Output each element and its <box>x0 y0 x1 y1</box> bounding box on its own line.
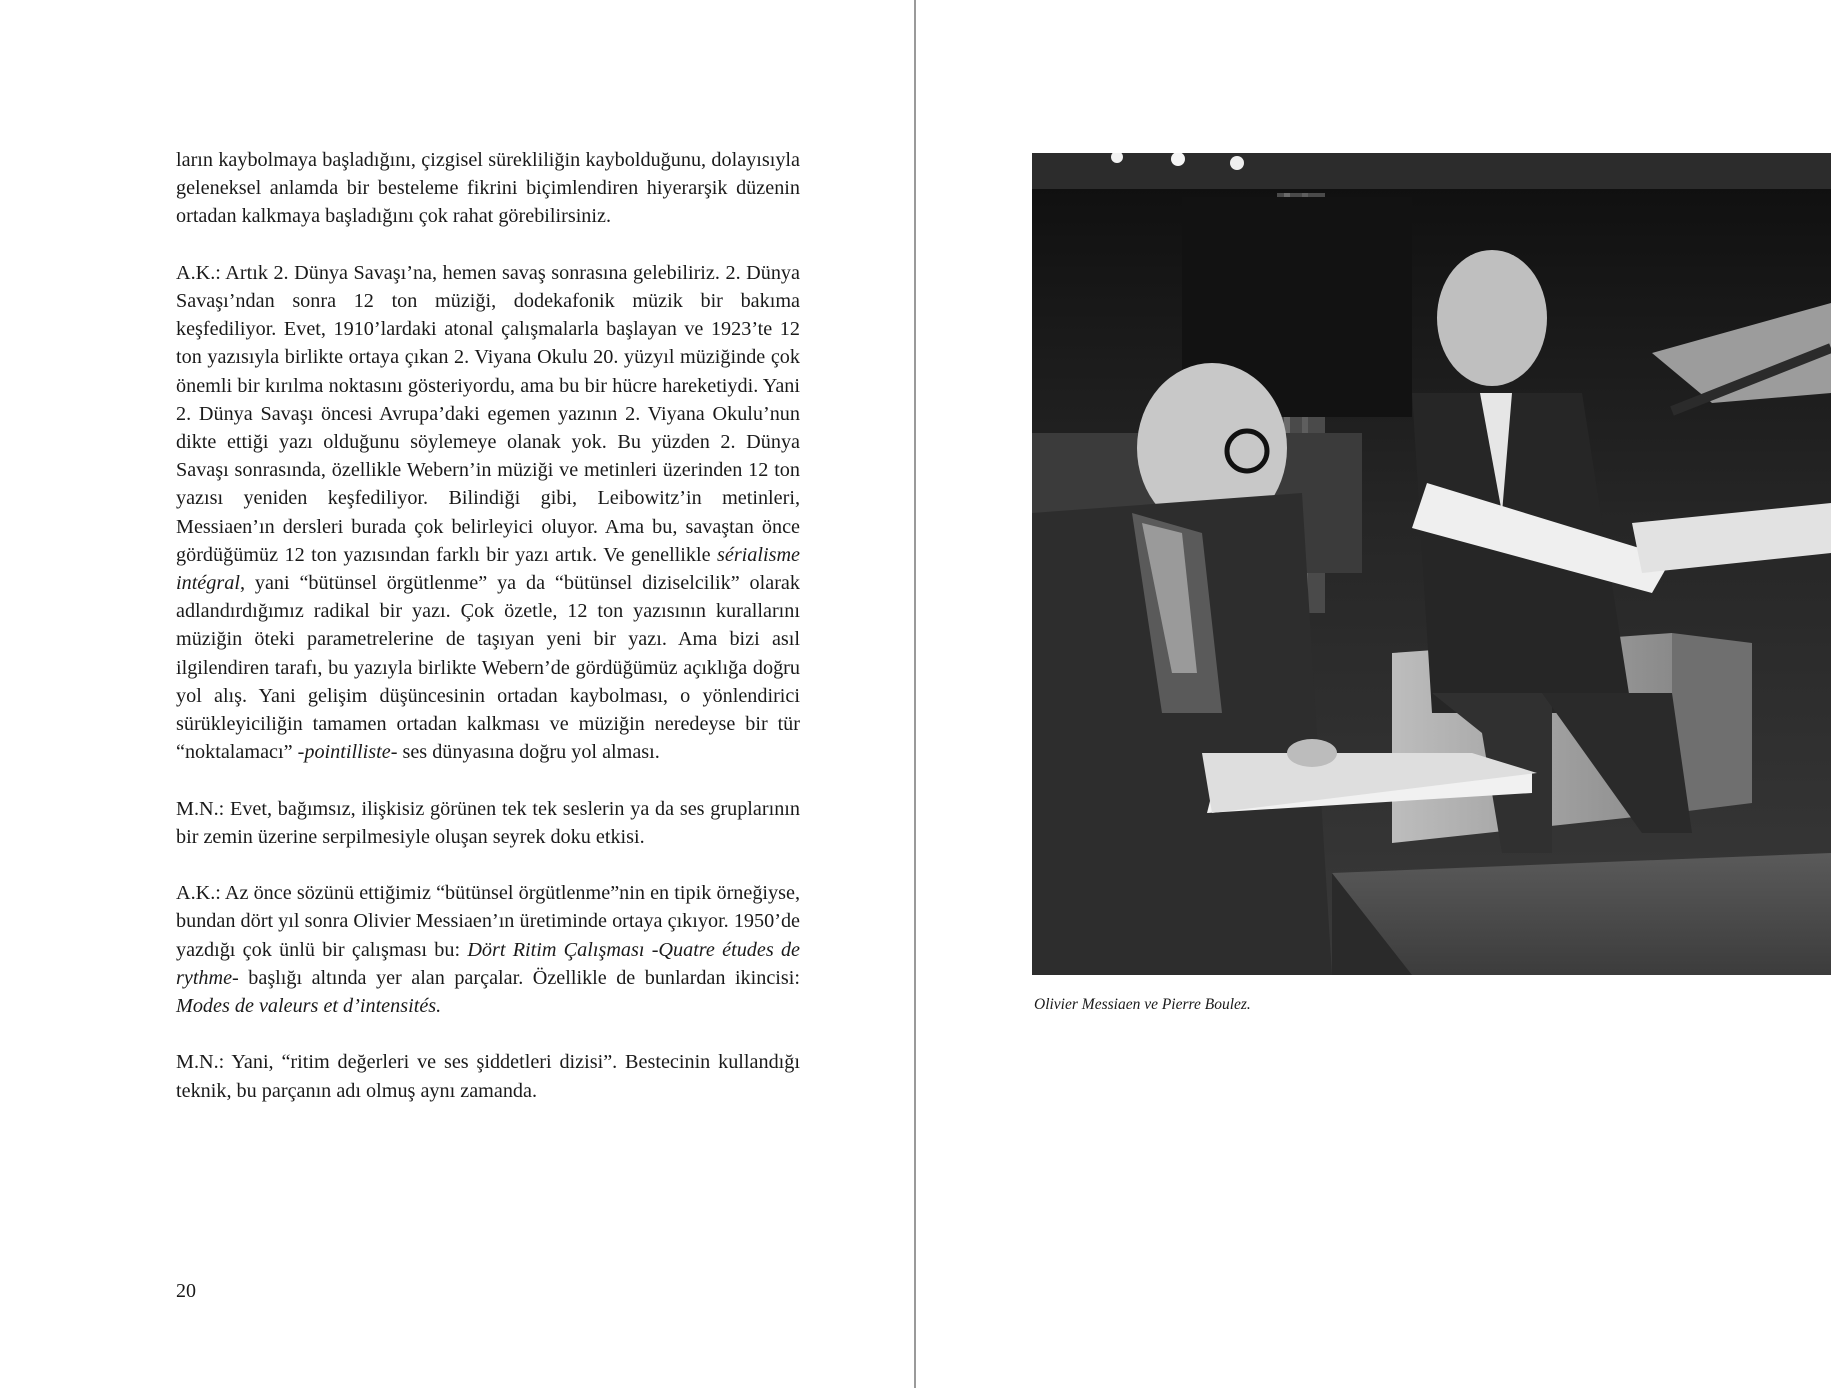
paragraph <box>176 795 800 851</box>
paragraph <box>176 1048 800 1104</box>
text-run: ların kaybolmaya başladığını, çizgisel sürekliliğin kaybolduğunu, dolayısıyla geleneksel anlamda bir besteleme fikrini biçimlendiren hiyerarşik düzenin ortadan kalkmaya başladığını çok rahat görebilirsiniz. <box>176 149 800 228</box>
italic-text-run: pointilliste <box>304 741 391 764</box>
text-run: - ses dünyasına doğru yol alması. <box>390 741 660 764</box>
paragraph <box>176 259 800 767</box>
photo-caption: Olivier Messiaen ve Pierre Boulez. <box>1034 996 1251 1013</box>
paragraph <box>176 879 800 1020</box>
photo-illustration <box>1032 153 1831 975</box>
italic-text-run: sérialisme intégral <box>176 543 800 595</box>
text-run: , yani “bütünsel örgütlenme” ya da “bütünsel diziselcilik” olarak adlandırdığımız radikal bir yazı. Çok özetle, 12 ton yazısının kurallarını müziğin öteki parametrelerine de taşıyan yeni bir yazı. Ama bizi asıl ilgilendiren tarafı, bu yazıyla birlikte Webern’de gördüğümüz açıklığa doğru yol alış. Yani gelişim düşüncesinin ortadan kaybolması, o yönlendirici sürükleyiciliğin tamamen ortadan kalkması ve müziğin neredeyse bir tür “noktalamacı” - <box>176 572 800 764</box>
photo-image <box>1032 153 1831 975</box>
body-text <box>176 146 800 1105</box>
left-page <box>0 0 914 1388</box>
italic-text-run: Modes de valeurs et d’intensités. <box>176 995 442 1018</box>
page-number: 20 <box>176 1280 196 1302</box>
text-run: M.N.: Evet, bağımsız, ilişkisiz görünen tek tek seslerin ya da ses gruplarının bir zemin üzerine serpilmesiyle oluşan seyrek doku etkisi. <box>176 797 800 848</box>
right-page <box>916 0 1831 1388</box>
paragraph <box>176 146 800 231</box>
text-run: M.N.: Yani, “ritim değerleri ve ses şiddetleri dizisi”. Bestecinin kullandığı teknik, bu parçanın adı olmuş aynı zamanda. <box>176 1051 800 1102</box>
text-run: A.K.: Artık 2. Dünya Savaşı’na, hemen savaş sonrasına gelebiliriz. 2. Dünya Savaşı’ndan sonra 12 ton müziği, dodekafonik müzik bir bakıma keşfediliyor. Evet, 1910’lardaki atonal çalışmalarla başlayan ve 1923’te 12 ton yazısıyla birlikte ortaya çıkan 2. Viyana Okulu 20. yüzyıl müziğinde çok önemli bir kırılma noktasını gösteriyordu, ama bu bir hücre hareketiydi. Yani 2. Dünya Savaşı öncesi Avrupa’daki egemen yazının 2. Viyana Okulu’nun dikte ettiği yazı olduğunu söylemeye olanak yok. Bu yüzden 2. Dünya Savaşı sonrasında, özellikle Webern’in müziği ve metinleri üzerinden 12 ton yazısı yeniden keşfediliyor. Bilindiği gibi, Leibowitz’in metinleri, Messiaen’ın dersleri burada çok belirleyici oluyor. Ama bu, savaştan önce gördüğümüz 12 ton yazısından farklı bir yazı artık. Ve genellikle <box>176 261 800 566</box>
text-run: A.K.: Az önce sözünü ettiğimiz “bütünsel örgütlenme”nin en tipik örneğiyse, bundan dört yıl sonra Olivier Messiaen’ın üretiminde ortaya çıkıyor. 1950’de yazdığı çok ünlü bir çalışması bu: <box>176 882 800 961</box>
italic-text-run: Dört Ritim Çalışması -Quatre études de rythme- <box>176 938 800 989</box>
text-run: başlığı altında yer alan parçalar. Özellikle de bunlardan ikincisi: <box>238 966 800 989</box>
